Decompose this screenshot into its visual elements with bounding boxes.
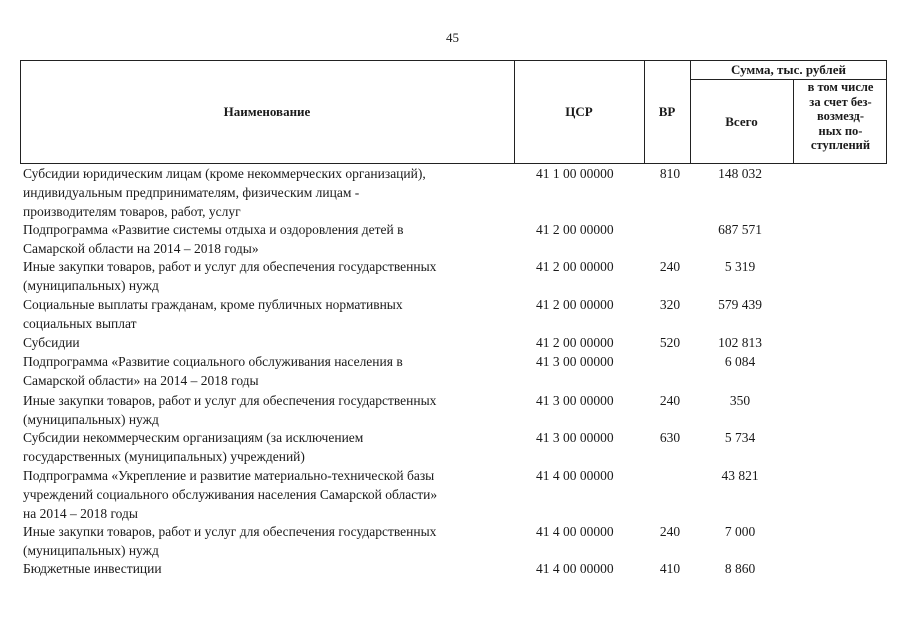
row-name-line: Иные закупки товаров, работ и услуг для обеспечения государственных (23, 393, 437, 408)
row-name-line: индивидуальным предпринимателям, физическим лицам - (23, 185, 360, 200)
header-incl-line: ных по- (818, 123, 863, 138)
row-name-line: Подпрограмма «Укрепление и развитие материально-технической базы (23, 468, 435, 483)
row-name-line: Самарской области» на 2014 – 2018 годы (23, 373, 259, 388)
row-name (23, 466, 513, 523)
row-name-line: социальных выплат (23, 316, 137, 331)
row-csr: 41 2 00 00000 (536, 335, 614, 350)
row-name-line: Подпрограмма «Развитие социального обслуживания населения в (23, 354, 403, 369)
row-csr: 41 2 00 00000 (536, 222, 614, 237)
row-total: 687 571 (718, 222, 762, 237)
row-total: 5 319 (724, 259, 756, 274)
row-name-line: Субсидии некоммерческим организациям (за исключением (23, 430, 364, 445)
header-total: Всего (725, 113, 758, 129)
row-name (23, 559, 513, 578)
row-csr: 41 1 00 00000 (536, 166, 614, 181)
header-csr: ЦСР (565, 104, 593, 119)
row-total: 350 (729, 393, 751, 408)
row-name-line: Субсидии юридическим лицам (кроме некоммерческих организаций), (23, 166, 426, 181)
row-name-line: Иные закупки товаров, работ и услуг для обеспечения государственных (23, 524, 437, 539)
row-name-line: (муниципальных) нужд (23, 543, 159, 558)
row-name-line: Самарской области на 2014 – 2018 годы» (23, 241, 259, 256)
row-total: 102 813 (718, 335, 762, 350)
row-total: 148 032 (718, 166, 762, 181)
row-name (23, 333, 513, 352)
row-vr: 240 (659, 393, 681, 408)
row-name (23, 164, 513, 221)
row-name-line: (муниципальных) нужд (23, 412, 159, 427)
header-incl-line: возмезд- (816, 109, 865, 123)
row-total: 7 000 (724, 524, 756, 539)
header-incl-line: за счет без- (809, 94, 872, 109)
row-name (23, 428, 513, 466)
row-csr: 41 2 00 00000 (536, 297, 614, 312)
row-name-line: государственных (муниципальных) учреждений) (23, 449, 305, 464)
row-csr: 41 3 00 00000 (536, 393, 614, 408)
row-csr: 41 3 00 00000 (536, 354, 614, 369)
header-vr: ВР (658, 104, 676, 119)
row-vr: 520 (659, 335, 681, 350)
row-vr: 630 (659, 430, 681, 445)
row-name (23, 352, 513, 390)
row-vr: 810 (659, 166, 681, 181)
row-csr: 41 4 00 00000 (536, 561, 614, 576)
row-name-line: (муниципальных) нужд (23, 278, 159, 293)
row-vr: 320 (659, 297, 681, 312)
row-vr: 240 (659, 259, 681, 274)
row-name (23, 391, 513, 429)
row-name-line: Иные закупки товаров, работ и услуг для обеспечения государственных (23, 259, 437, 274)
row-name (23, 295, 513, 333)
row-name-line: Бюджетные инвестиции (23, 561, 162, 576)
row-name (23, 257, 513, 295)
header-incl (794, 80, 887, 153)
row-name (23, 220, 513, 258)
row-name-line: Социальные выплаты гражданам, кроме публичных нормативных (23, 297, 403, 312)
row-name-line: на 2014 – 2018 годы (23, 506, 138, 521)
row-name (23, 522, 513, 560)
row-name-line: учреждений социального обслуживания населения Самарской области» (23, 487, 438, 502)
row-total: 579 439 (718, 297, 762, 312)
row-total: 6 084 (724, 354, 756, 369)
row-vr: 240 (659, 524, 681, 539)
header-sum: Сумма, тыс. рублей (731, 61, 846, 77)
header-name: Наименование (223, 104, 311, 119)
row-total: 5 734 (724, 430, 756, 445)
row-total: 43 821 (721, 468, 759, 483)
page-number: 45 (446, 30, 459, 45)
row-csr: 41 4 00 00000 (536, 468, 614, 483)
row-total: 8 860 (724, 561, 756, 576)
row-name-line: Субсидии (23, 335, 80, 350)
header-incl-line: ступлений (810, 138, 871, 152)
row-csr: 41 3 00 00000 (536, 430, 614, 445)
row-vr: 410 (659, 561, 681, 576)
row-csr: 41 4 00 00000 (536, 524, 614, 539)
row-name-line: Подпрограмма «Развитие системы отдыха и оздоровления детей в (23, 222, 404, 237)
header-incl-line: в том числе (807, 80, 874, 94)
row-name-line: производителям товаров, работ, услуг (23, 204, 241, 219)
row-csr: 41 2 00 00000 (536, 259, 614, 274)
